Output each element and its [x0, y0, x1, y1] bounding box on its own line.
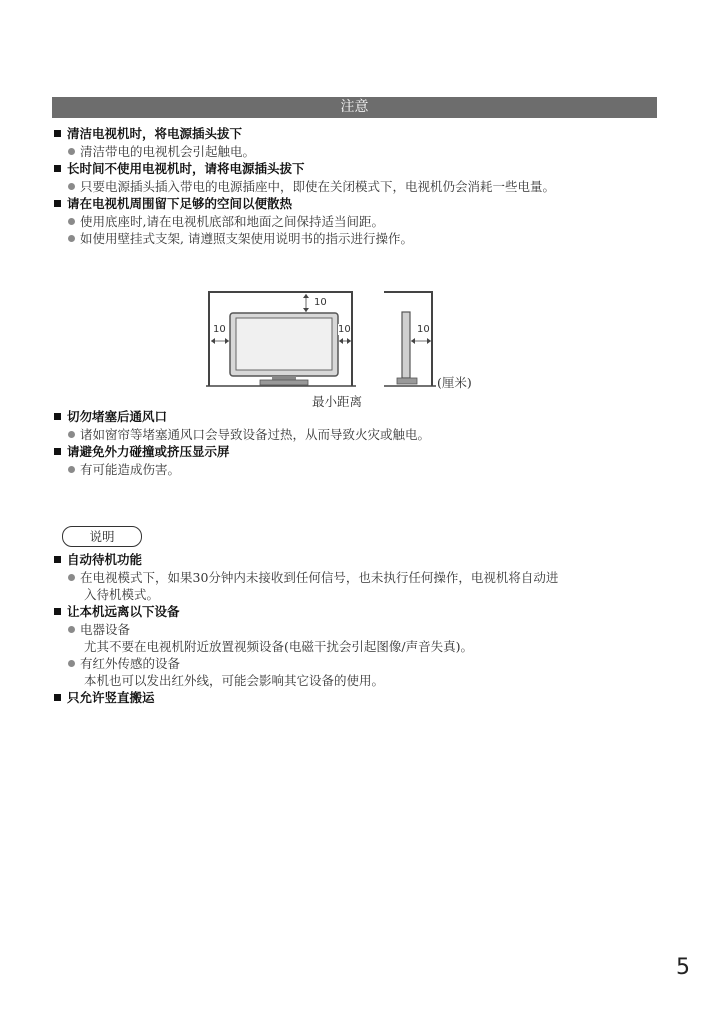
caution-item: 清洁带电的电视机会引起触电。: [53, 143, 673, 160]
caution-header: 注意: [52, 97, 657, 118]
caution-title: 长时间不使用电视机时，请将电源插头拔下: [53, 160, 673, 178]
caution-title: 请避免外力碰撞或挤压显示屏: [53, 443, 673, 461]
notes-section: [53, 551, 673, 707]
caution-item: 使用底座时,请在电视机底部和地面之间保持适当间距。: [53, 213, 673, 230]
caution-item: 有可能造成伤害。: [53, 461, 673, 478]
caution-title: 切勿堵塞后通风口: [53, 408, 673, 426]
note-item-desc: 本机也可以发出红外线，可能会影响其它设备的使用。: [84, 673, 385, 688]
caution-item: 只要电源插头插入带电的电源插座中，即使在关闭模式下，电视机仍会消耗一些电量。: [53, 178, 673, 195]
note-item-continued: 入待机模式。: [84, 587, 160, 602]
caution-item: 如使用壁挂式支架, 请遵照支架使用说明书的指示进行操作。: [53, 230, 673, 247]
right-gap-label: 10: [338, 324, 351, 335]
caution-section-1: [53, 125, 673, 247]
note-item-desc: 尤其不要在电视机附近放置视频设备(电磁干扰会引起图像/声音失真)。: [84, 639, 473, 654]
notes-label: 说明: [62, 526, 142, 547]
note-title: 让本机远离以下设备: [53, 603, 673, 621]
side-gap-label: 10: [417, 324, 430, 335]
note-title: 只允许竖直搬运: [53, 689, 673, 707]
left-gap-label: 10: [213, 324, 226, 335]
diagram-caption: 最小距离: [312, 394, 363, 409]
page-number: 5: [676, 955, 690, 980]
note-item: 在电视模式下，如果30分钟内未接收到任何信号，也未执行任何操作，电视机将自动进: [53, 569, 673, 586]
caution-item: 诸如窗帘等堵塞通风口会导致设备过热，从而导致火灾或触电。: [53, 426, 673, 443]
caution-title: 请在电视机周围留下足够的空间以便散热: [53, 195, 673, 213]
note-item: 有红外传感的设备: [53, 655, 673, 672]
top-gap-label: 10: [314, 297, 327, 308]
note-title: 自动待机功能: [53, 551, 673, 569]
unit-label: (厘米): [437, 375, 472, 390]
note-item: 电器设备: [53, 621, 673, 638]
caution-section-2: [53, 408, 673, 478]
caution-title: 清洁电视机时，将电源插头拔下: [53, 125, 673, 143]
